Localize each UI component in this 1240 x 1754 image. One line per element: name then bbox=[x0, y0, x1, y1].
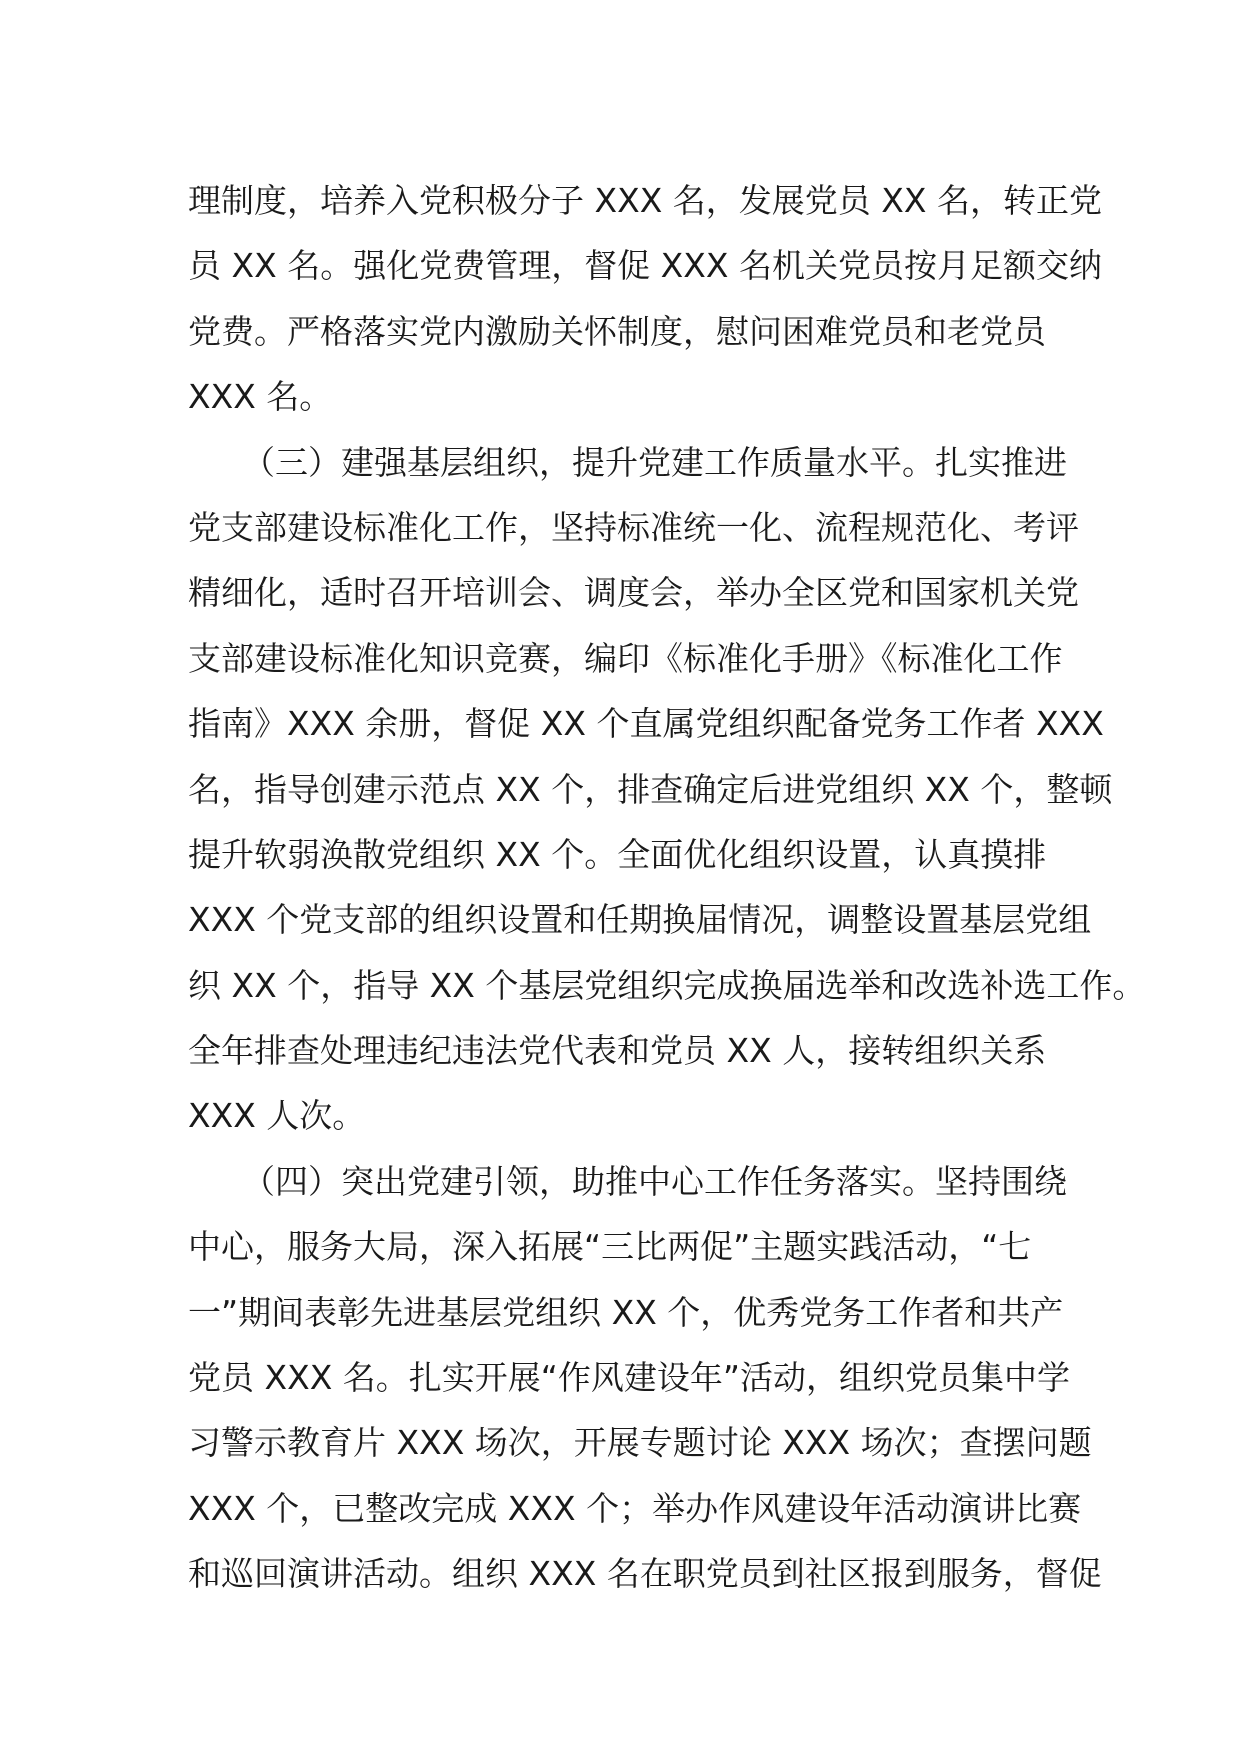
text-line: 中心，服务大局，深入拓展“三比两促”主题实践活动，“七 bbox=[188, 1227, 1032, 1267]
text-line: 理制度，培养入党积极分子 XXX 名，发展党员 XX 名，转正党 bbox=[188, 181, 1102, 220]
text-line: 名，指导创建示范点 XX 个，排查确定后进党组织 XX 个，整顿 bbox=[188, 769, 1113, 809]
text-line: 支部建设标准化知识竞赛，编印《标准化手册》《标准化工作 bbox=[188, 638, 1063, 678]
paragraph-heading-line: （四）突出党建引领，助推中心工作任务落实。坚持围绕 bbox=[242, 1161, 1067, 1201]
text-line: 一”期间表彰先进基层党组织 XX 个，优秀党务工作者和共产 bbox=[188, 1292, 1064, 1332]
text-line: 织 XX 个，指导 XX 个基层党组织完成换届选举和改选补选工作。 bbox=[188, 965, 1146, 1005]
text-line: 全年排查处理违纪违法党代表和党员 XX 人，接转组织关系 bbox=[188, 1031, 1047, 1071]
paragraph-heading-line: （三）建强基层组织，提升党建工作质量水平。扎实推进 bbox=[242, 442, 1067, 482]
text-line: 党费。严格落实党内激励关怀制度，慰问困难党员和老党员 bbox=[188, 311, 1046, 351]
body-text bbox=[188, 168, 1146, 1607]
text-line: 和巡回演讲活动。组织 XXX 名在职党员到社区报到服务，督促 bbox=[188, 1554, 1102, 1594]
text-line: 提升软弱涣散党组织 XX 个。全面优化组织设置，认真摸排 bbox=[188, 834, 1047, 874]
text-line: 党支部建设标准化工作，坚持标准统一化、流程规范化、考评 bbox=[188, 507, 1079, 547]
text-line: 精细化，适时召开培训会、调度会，举办全区党和国家机关党 bbox=[188, 573, 1079, 613]
text-line: XXX 人次。 bbox=[188, 1096, 366, 1136]
text-line: XXX 名。 bbox=[188, 377, 333, 417]
text-line: 指南》XXX 余册，督促 XX 个直属党组织配备党务工作者 XXX bbox=[188, 704, 1104, 744]
text-line: XXX 个，已整改完成 XXX 个；举办作风建设年活动演讲比赛 bbox=[188, 1488, 1082, 1528]
text-line: 党员 XXX 名。扎实开展“作风建设年”活动，组织党员集中学 bbox=[188, 1358, 1070, 1398]
text-line: 员 XX 名。强化党费管理，督促 XXX 名机关党员按月足额交纳 bbox=[188, 246, 1102, 286]
text-line: 习警示教育片 XXX 场次，开展专题讨论 XXX 场次；查摆问题 bbox=[188, 1423, 1092, 1463]
text-line: XXX 个党支部的组织设置和任期换届情况，调整设置基层党组 bbox=[188, 900, 1092, 940]
